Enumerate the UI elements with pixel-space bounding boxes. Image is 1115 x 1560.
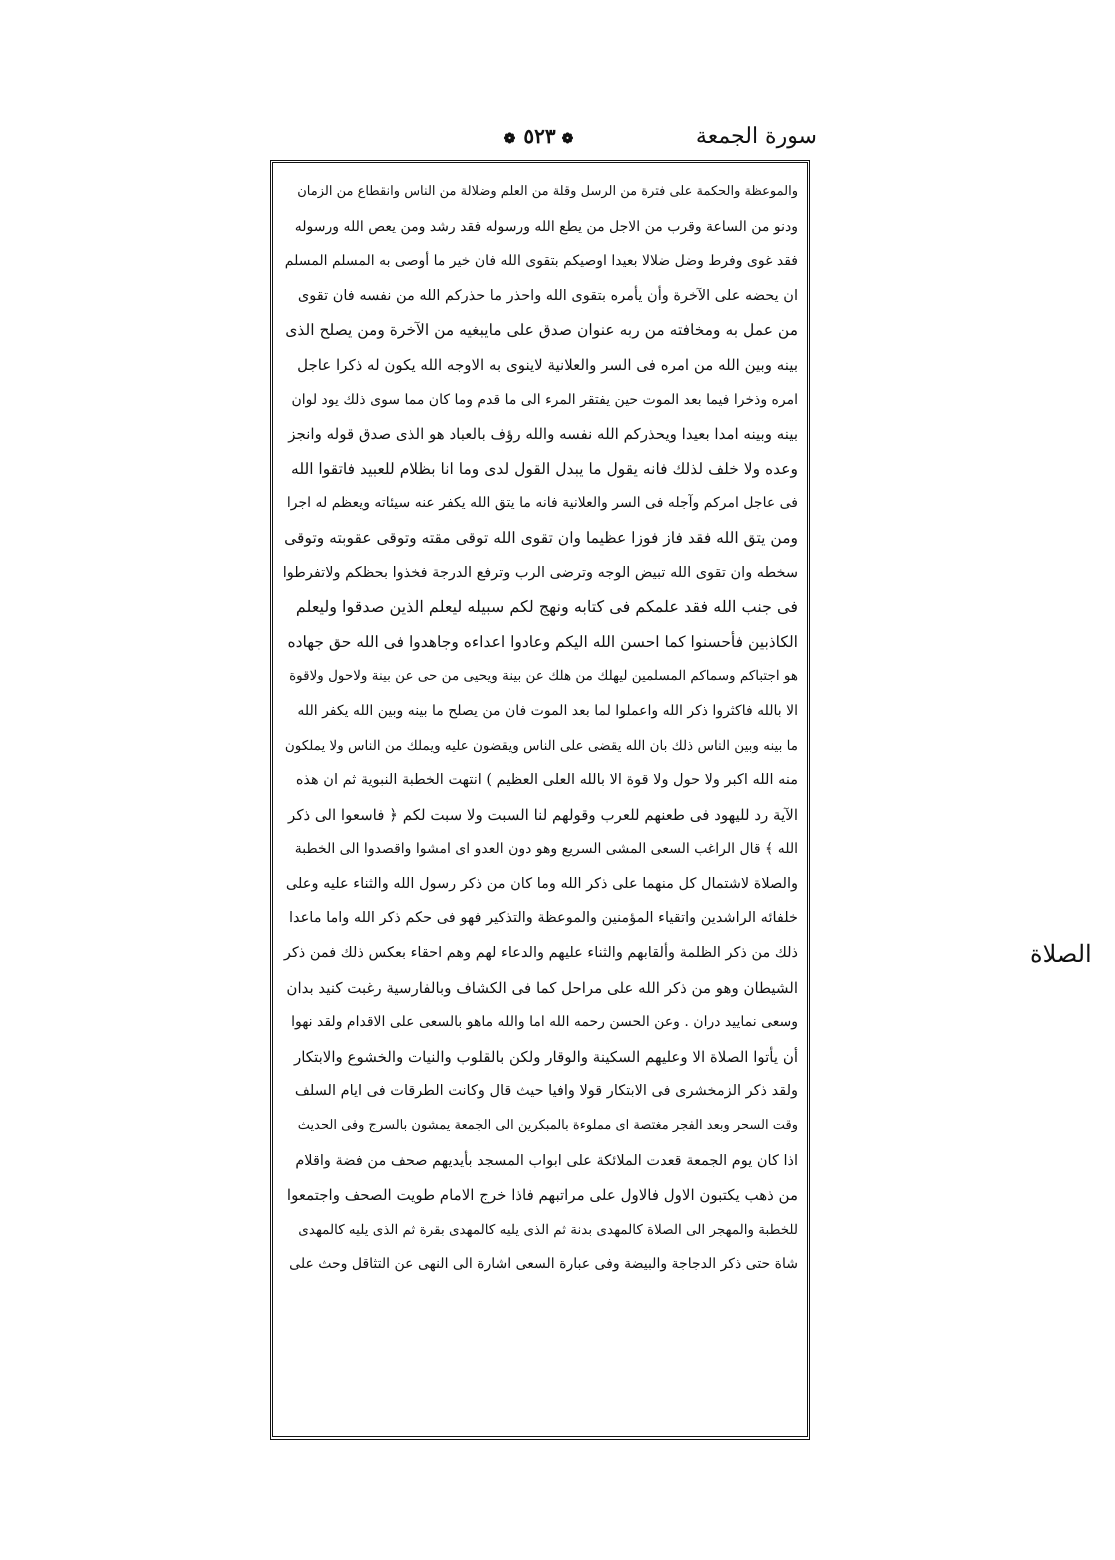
text-line: والصلاة لاشتمال كل منهما على ذكر الله وما كان من ذكر رسول الله والثناء عليه وعلى <box>285 875 798 892</box>
text-line: للخطبة والمهجر الى الصلاة كالمهدى بدنة ثم الذى يليه كالمهدى بقرة ثم الذى يليه كالمهدى <box>298 1221 798 1238</box>
text-line: ومن يتق الله فقد فاز فوزا عظيما وان تقوى الله توقى مقته وتوقى عقوبته وتوقى <box>284 528 798 547</box>
surah-name: سورة الجمعة <box>695 124 817 149</box>
text-line: أن يأتوا الصلاة الا وعليهم السكينة والوقار ولكن بالقلوب والنيات والخشوع والابتكار <box>293 1047 798 1066</box>
page-number-text: ٥٢٣ <box>523 124 556 148</box>
text-line: هو اجتباكم وسماكم المسلمين ليهلك من هلك عن بينة ويحيى من حى عن بينة ولاحول ولاقوة <box>289 668 798 685</box>
text-line: بينه وبين الله من امره فى السر والعلانية لاينوى به الاوجه الله يكون له ذكرا عاجل <box>297 355 798 374</box>
text-line: فقد غوى وفرط وضل ضلالا بعيدا اوصيكم بتقوى الله فان خير ما أوصى به المسلم المسلم <box>284 253 798 270</box>
text-line: من عمل به ومخافته من ربه عنوان صدق على مايبغيه من الآخرة ومن يصلح الذى <box>285 321 798 340</box>
text-line: من ذهب يكتبون الاول فالاول على مراتبهم فاذا خرج الامام طويت الصحف واجتمعوا <box>286 1186 798 1205</box>
text-line: وقت السحر وبعد الفجر مغتصة اى مملوءة بالمبكرين الى الجمعة يمشون بالسرج وفى الحديث <box>297 1118 798 1134</box>
text-line: خلفائه الراشدين واتقياء المؤمنين والموعظة والتذكير فهو فى حكم ذكر الله واما ماعدا <box>288 910 798 927</box>
ornament-left-icon: ❁ <box>503 131 518 147</box>
ornament-right-icon: ❁ <box>561 131 576 147</box>
text-line: وعده ولا خلف لذلك فانه يقول ما يبدل القول لدى وما انا بظلام للعبيد فاتقوا الله <box>291 459 798 478</box>
text-line: شاة حتى ذكر الدجاجة والبيضة وفى عبارة السعى اشارة الى النهى عن التثاقل وحث على <box>289 1256 798 1273</box>
text-line: فى جنب الله فقد علمكم فى كتابه ونهج لكم سبيله ليعلم الذين صدقوا وليعلم <box>295 597 798 617</box>
text-line: ما بينه وبين الناس ذلك بان الله يقضى على الناس ويقضون عليه ويملك من الناس ولا يملكون <box>284 737 798 754</box>
text-line: بينه وبينه امدا بعيدا ويحذركم الله نفسه والله رؤف بالعباد هو الذى صدق قوله وانجز <box>288 425 798 444</box>
text-line: اذا كان يوم الجمعة قعدت الملائكة على ابواب المسجد بأيديهم صحف من فضة واقلام <box>295 1152 798 1169</box>
text-line: الشيطان وهو من ذكر الله على مراحل كما فى الكشاف وبالفارسية رغبت كنيد بدان <box>286 978 798 997</box>
text-line: سخطه وان تقوى الله تبيض الوجه وترضى الرب وترفع الدرجة فخذوا بحظكم ولاتفرطوا <box>282 564 798 581</box>
text-line: امره وذخرا فيما بعد الموت حين يفتقر المرء الى ما قدم وما كان مما سوى ذلك يود لوان <box>291 391 798 408</box>
text-line: ان يحضه على الآخرة وأن يأمره بتقوى الله واحذر ما حذركم الله من نفسه فان تقوى <box>297 287 798 304</box>
text-line: فى عاجل امركم وآجله فى السر والعلانية فانه ما يتق الله يكفر عنه سيئاته ويعظم له اجرا <box>286 495 798 512</box>
text-line: الآية رد لليهود فى طعنهم للعرب وقولهم لنا السبت ولا سبت لكم ﴿ فاسعوا الى ذكر <box>288 805 798 824</box>
text-line: الكاذبين فأحسنوا كما احسن الله اليكم وعادوا اعداءه وجاهدوا فى الله حق جهاده <box>287 632 798 651</box>
page-number <box>498 124 582 148</box>
text-line: ولقد ذكر الزمخشرى فى الابتكار قولا وافيا حيث قال وكانت الطرقات فى ايام السلف <box>294 1083 798 1100</box>
text-line: منه الله اكبر ولا حول ولا قوة الا بالله العلى العظيم ) انتهت الخطبة النبوية ثم ان هذه <box>295 772 798 789</box>
main-text <box>282 175 798 1282</box>
text-line: الله ﴾ قال الراغب السعى المشى السريع وهو دون العدو اى امشوا واقصدوا الى الخطبة <box>294 841 798 858</box>
page-header <box>262 120 817 160</box>
margin-note: الصلاة <box>1030 940 1092 968</box>
text-line: ودنو من الساعة وقرب من الاجل من يطع الله ورسوله فقد رشد ومن يعص الله ورسوله <box>294 218 798 235</box>
text-line: الا بالله فاكثروا ذكر الله واعملوا لما بعد الموت فان من يصلح ما بينه وبين الله يكفر الله <box>297 702 798 719</box>
text-line: وسعى نماييد دران . وعن الحسن رحمه الله اما والله ماهو بالسعى على الاقدام ولقد نهوا <box>291 1014 798 1031</box>
text-line: ذلك من ذكر الظلمة وألقابهم والثناء عليهم والدعاء لهم وهم احقاء بعكس ذلك فمن ذكر <box>283 945 798 962</box>
text-line: والموعظة والحكمة على فترة من الرسل وقلة من العلم وضلالة من الناس وانقطاع من الزمان <box>297 184 798 199</box>
